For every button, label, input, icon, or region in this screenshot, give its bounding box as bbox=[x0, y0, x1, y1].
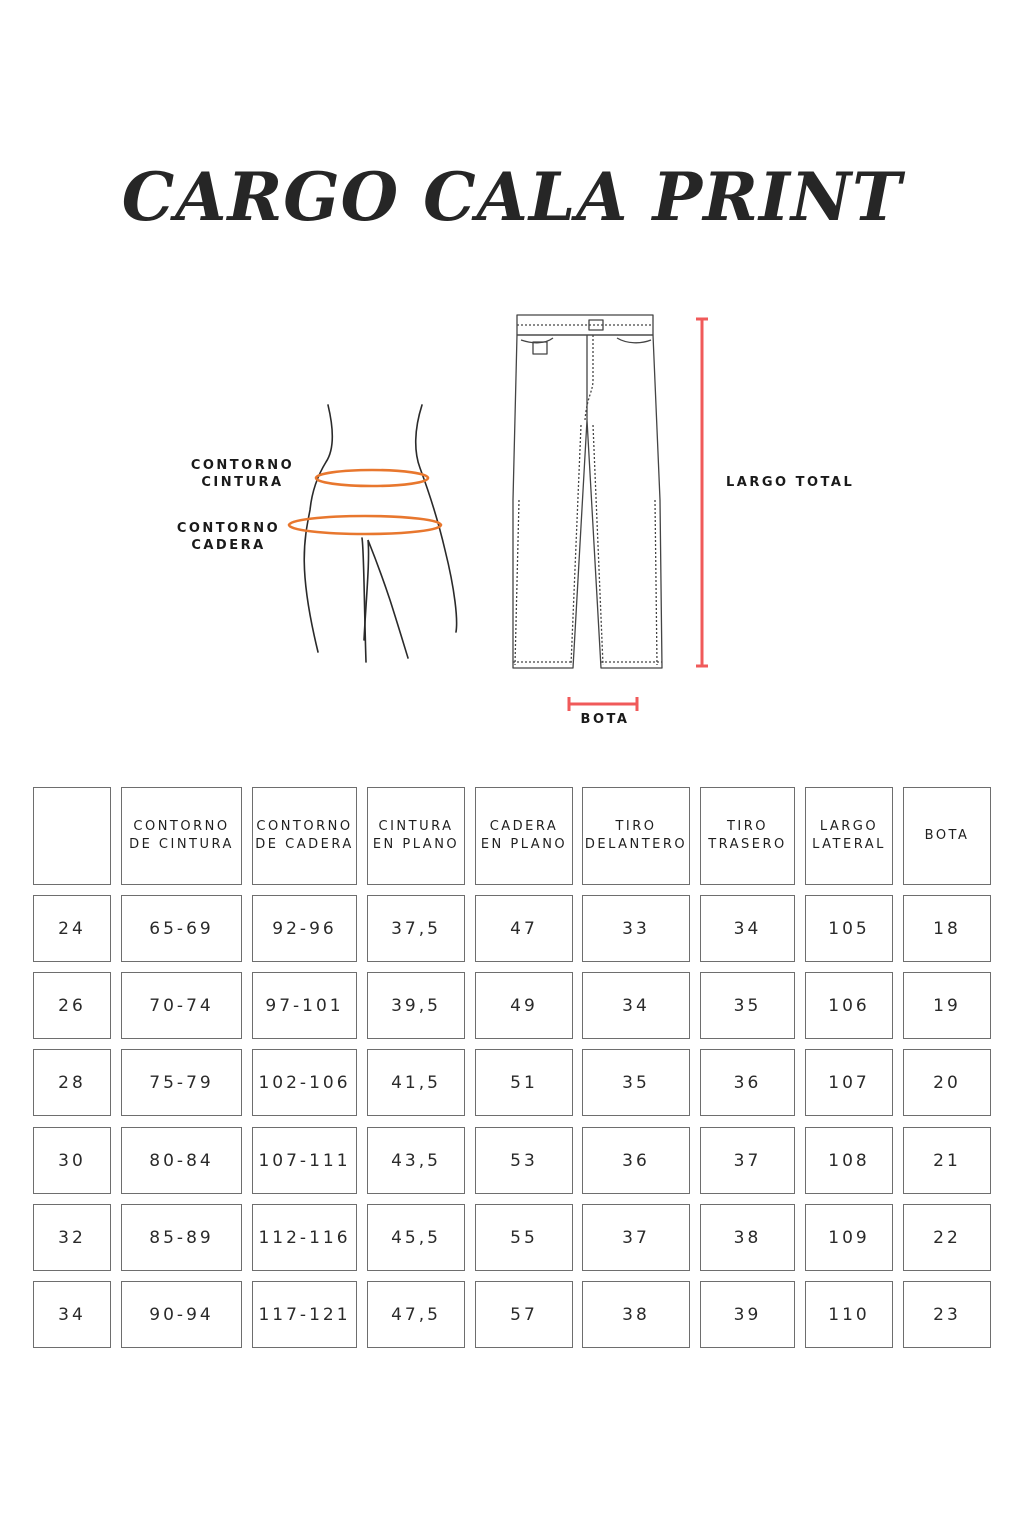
header-line: CONTORNO bbox=[256, 819, 353, 834]
header-line: DELANTERO bbox=[584, 837, 688, 852]
value-cell: 90-94 bbox=[121, 1281, 242, 1348]
value-cell: 38 bbox=[582, 1281, 690, 1348]
value-cell: 41,5 bbox=[367, 1049, 465, 1116]
value-cell: 112-116 bbox=[252, 1204, 357, 1271]
value-cell: 70-74 bbox=[121, 972, 242, 1039]
header-cell bbox=[121, 787, 242, 885]
value-cell: 34 bbox=[700, 895, 795, 962]
value-cell: 75-79 bbox=[121, 1049, 242, 1116]
value-cell: 92-96 bbox=[252, 895, 357, 962]
value-cell: 105 bbox=[805, 895, 893, 962]
value-cell: 108 bbox=[805, 1127, 893, 1194]
value-cell: 23 bbox=[903, 1281, 991, 1348]
value-cell: 51 bbox=[475, 1049, 573, 1116]
waist-label: CONTORNO CINTURA bbox=[190, 458, 295, 490]
pants-illustration bbox=[505, 310, 670, 675]
page-title: CARGO CALA PRINT bbox=[121, 158, 903, 236]
measurement-diagram bbox=[0, 300, 1024, 740]
value-cell: 43,5 bbox=[367, 1127, 465, 1194]
size-cell: 24 bbox=[33, 895, 111, 962]
value-cell: 20 bbox=[903, 1049, 991, 1116]
length-label: LARGO TOTAL bbox=[726, 475, 855, 490]
value-cell: 37 bbox=[700, 1127, 795, 1194]
value-cell: 37,5 bbox=[367, 895, 465, 962]
value-cell: 38 bbox=[700, 1204, 795, 1271]
value-cell: 80-84 bbox=[121, 1127, 242, 1194]
header-line: CADERA bbox=[489, 819, 559, 834]
value-cell: 117-121 bbox=[252, 1281, 357, 1348]
header-cell bbox=[367, 787, 465, 885]
value-cell: 110 bbox=[805, 1281, 893, 1348]
size-cell: 26 bbox=[33, 972, 111, 1039]
value-cell: 34 bbox=[582, 972, 690, 1039]
value-cell: 33 bbox=[582, 895, 690, 962]
value-cell: 97-101 bbox=[252, 972, 357, 1039]
value-cell: 36 bbox=[582, 1127, 690, 1194]
header-cell bbox=[903, 787, 991, 885]
length-marker bbox=[692, 315, 712, 670]
value-cell: 36 bbox=[700, 1049, 795, 1116]
header-line: LARGO bbox=[819, 819, 879, 834]
value-cell: 85-89 bbox=[121, 1204, 242, 1271]
value-cell: 65-69 bbox=[121, 895, 242, 962]
size-cell: 34 bbox=[33, 1281, 111, 1348]
value-cell: 19 bbox=[903, 972, 991, 1039]
value-cell: 109 bbox=[805, 1204, 893, 1271]
header-cell bbox=[475, 787, 573, 885]
value-cell: 39 bbox=[700, 1281, 795, 1348]
value-cell: 107-111 bbox=[252, 1127, 357, 1194]
header-line: DE CINTURA bbox=[129, 837, 234, 852]
value-cell: 49 bbox=[475, 972, 573, 1039]
value-cell: 35 bbox=[700, 972, 795, 1039]
size-cell: 30 bbox=[33, 1127, 111, 1194]
size-cell: 28 bbox=[33, 1049, 111, 1116]
header-line: BOTA bbox=[924, 828, 970, 843]
header-line: EN PLANO bbox=[372, 837, 460, 852]
header-line: TIRO bbox=[726, 819, 769, 834]
value-cell: 47,5 bbox=[367, 1281, 465, 1348]
value-cell: 22 bbox=[903, 1204, 991, 1271]
header-line: CONTORNO bbox=[133, 819, 230, 834]
body-silhouette-illustration bbox=[280, 400, 470, 670]
value-cell: 102-106 bbox=[252, 1049, 357, 1116]
hem-label: BOTA bbox=[580, 712, 630, 727]
header-line: TRASERO bbox=[708, 837, 787, 852]
header-cell bbox=[805, 787, 893, 885]
value-cell: 55 bbox=[475, 1204, 573, 1271]
value-cell: 37 bbox=[582, 1204, 690, 1271]
header-line: LATERAL bbox=[812, 837, 886, 852]
hip-label: CONTORNO CADERA bbox=[176, 521, 281, 553]
header-cell bbox=[582, 787, 690, 885]
header-cell bbox=[33, 787, 111, 885]
value-cell: 107 bbox=[805, 1049, 893, 1116]
header-cell bbox=[252, 787, 357, 885]
size-cell: 32 bbox=[33, 1204, 111, 1271]
value-cell: 39,5 bbox=[367, 972, 465, 1039]
value-cell: 21 bbox=[903, 1127, 991, 1194]
value-cell: 47 bbox=[475, 895, 573, 962]
header-line: TIRO bbox=[615, 819, 657, 834]
header-line: EN PLANO bbox=[480, 837, 568, 852]
value-cell: 18 bbox=[903, 895, 991, 962]
value-cell: 106 bbox=[805, 972, 893, 1039]
value-cell: 45,5 bbox=[367, 1204, 465, 1271]
value-cell: 57 bbox=[475, 1281, 573, 1348]
value-cell: 35 bbox=[582, 1049, 690, 1116]
value-cell: 53 bbox=[475, 1127, 573, 1194]
header-line: CINTURA bbox=[378, 819, 454, 834]
header-line: DE CADERA bbox=[255, 837, 354, 852]
header-cell bbox=[700, 787, 795, 885]
